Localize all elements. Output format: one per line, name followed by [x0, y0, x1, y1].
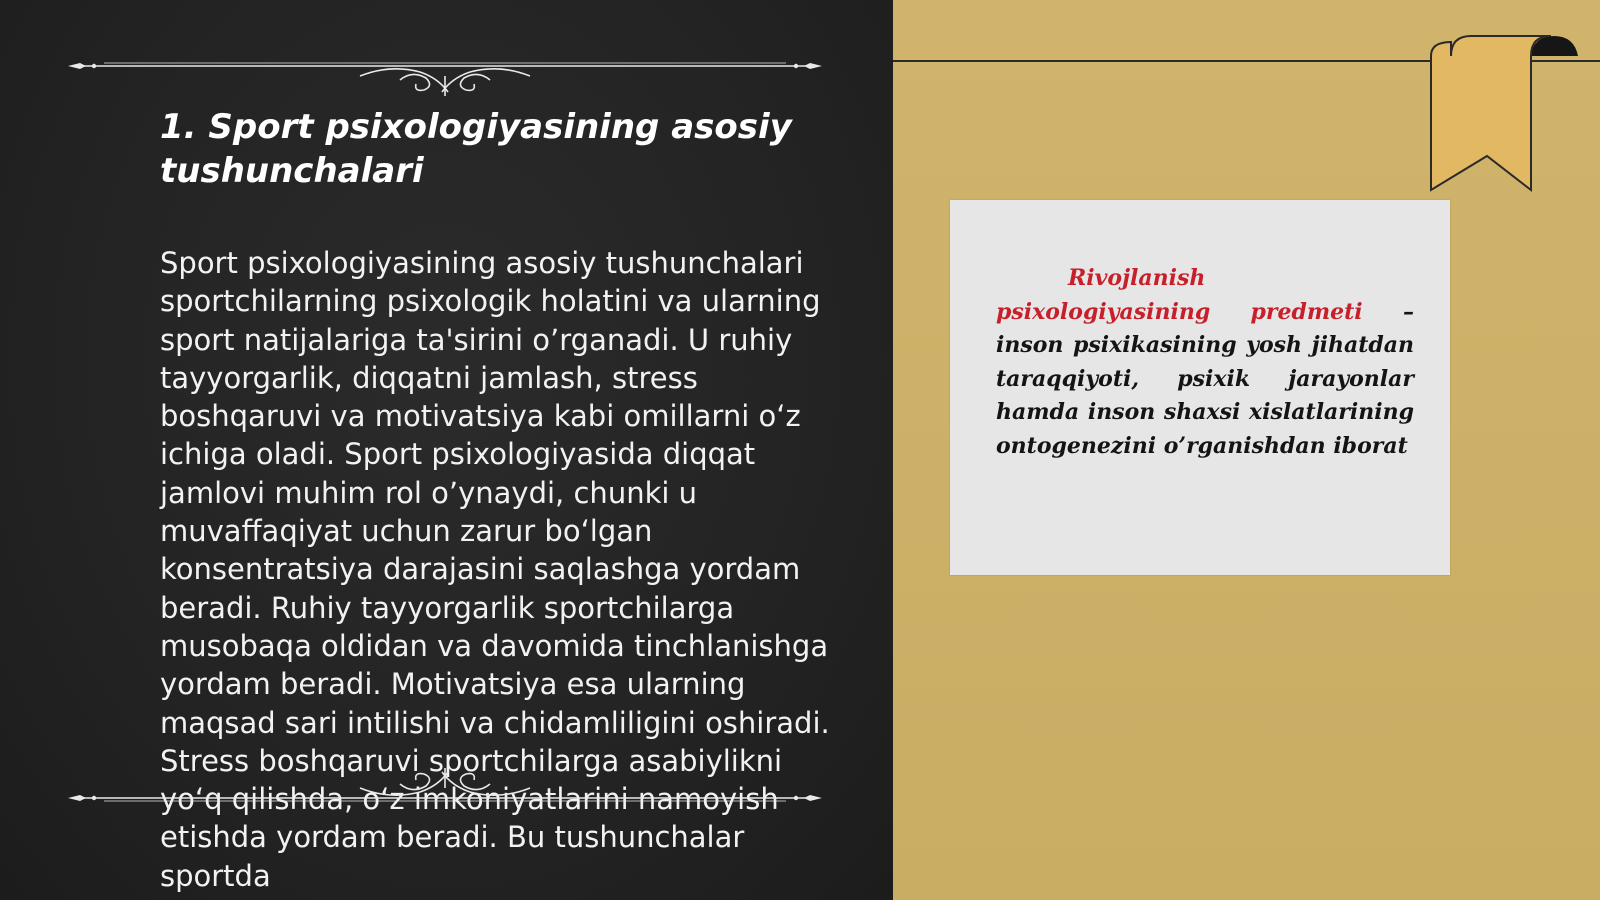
- bookmark-ribbon-icon: [1430, 32, 1590, 204]
- top-flourish-ornament: [60, 36, 830, 96]
- definition-card: [950, 200, 1450, 575]
- definition-text: [996, 262, 1414, 463]
- slide-title: 1. Sport psixologiyasining asosiy tushunchalari: [160, 107, 792, 191]
- bottom-flourish-ornament: [60, 768, 830, 828]
- slide-body-text: Sport psixologiyasining asosiy tushunchalari sportchilarning psixologik holatini va ularning sport natijalariga ta'sirini o’rganadi. U ruhiy tayyorgarlik, diqqatni jamlash, stress boshqaruvi va motivatsiya kabi omillarni o‘z ichiga oladi. Sport psixologiyasida diqqat jamlovi muhim rol o’ynaydi, chunki u muvaffaqiyat uchun zarur bo‘lgan konsentratsiya darajasini saqlashga yordam beradi. Ruhiy tayyorgarlik sportchilarga musobaqa oldidan va davomida tinchlanishga yordam beradi. Motivatsiya esa ularning maqsad sari intilishi va chidamliligini oshiradi. Stress boshqaruvi sportchilarga asabiylikni yo‘q qilishda, o‘z imkoniyatlarini namoyish etishda yordam beradi. Bu tushunchalar sportda: [160, 246, 830, 893]
- definition-body: – inson psixikasining yosh jihatdan taraqqiyoti, psixik jarayonlar hamda inson shaxsi xislatlarining ontogenezini o’rganishdan iborat: [996, 298, 1414, 459]
- definition-term: Rivojlanish psixologiyasining predmeti: [996, 265, 1363, 325]
